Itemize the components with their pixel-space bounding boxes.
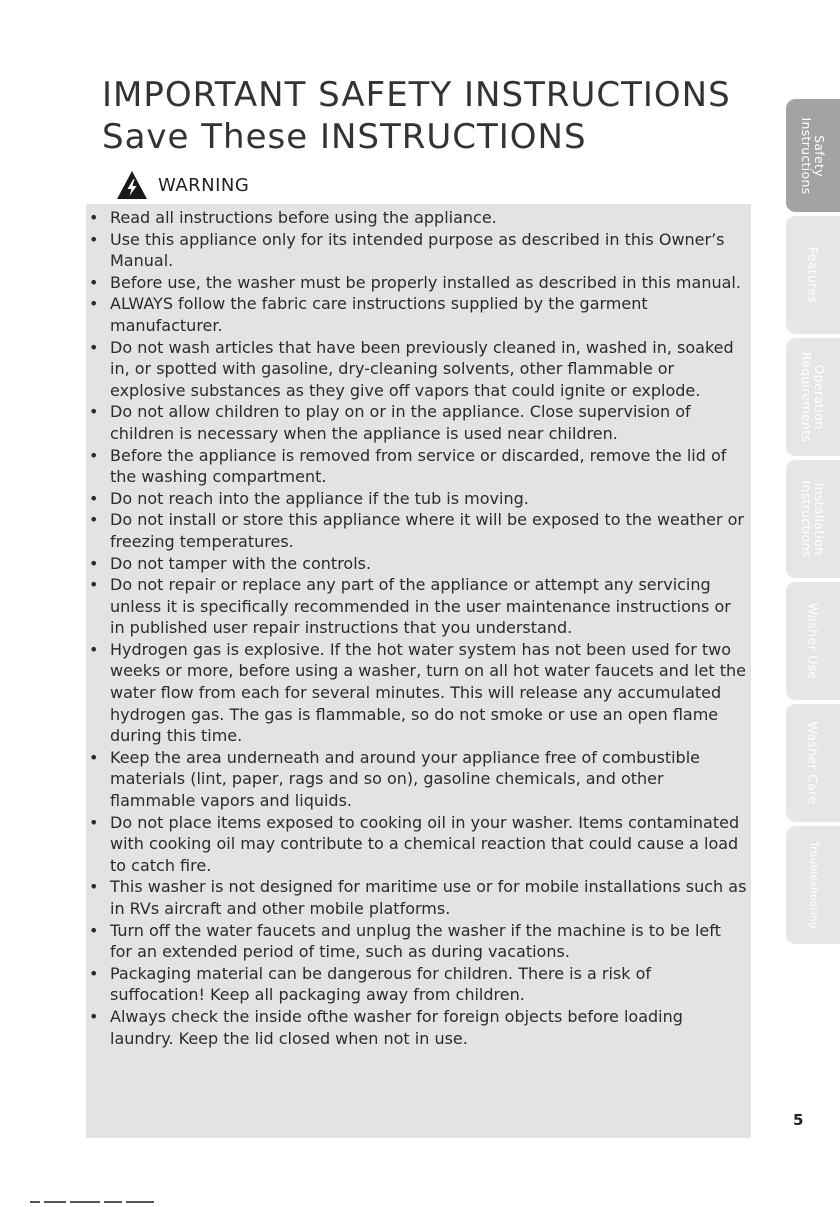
bullet-icon: •: [89, 229, 99, 249]
instruction-text: Packaging material can be dangerous for children. There is a risk of suffocation! Keep all packaging away from children.: [110, 963, 652, 1005]
bullet-icon: •: [89, 920, 99, 940]
tab-label: Washer Use: [805, 602, 821, 680]
instruction-text: Do not tamper with the controls.: [110, 553, 372, 573]
bullet-icon: •: [89, 747, 99, 767]
warning-label: WARNING: [158, 174, 250, 196]
section-tabs: [786, 98, 840, 947]
instruction-text: ALWAYS follow the fabric care instructions supplied by the garment manufacturer.: [110, 294, 648, 335]
instruction-item: [86, 337, 751, 402]
tab-washer-use[interactable]: [786, 581, 840, 701]
instruction-item: [86, 747, 751, 812]
tab-label: Washer Care: [805, 721, 821, 805]
instruction-text: Hydrogen gas is explosive. If the hot water system has not been used for two weeks or more, before using a washer, turn on all hot water faucets and let the water flow from each for several minutes. This will release any accumulated hydrogen gas. The gas is flammable, so do not smoke or use an open flame during this time.: [110, 639, 746, 746]
instruction-item: [86, 639, 751, 747]
tab-washer-care[interactable]: [786, 703, 840, 823]
instruction-item: [86, 488, 751, 510]
instruction-text: Before use, the washer must be properly installed as described in this manual.: [110, 272, 741, 292]
tab-features[interactable]: [786, 215, 840, 335]
bullet-icon: •: [89, 812, 99, 832]
bullet-icon: •: [89, 402, 99, 422]
safety-instructions-panel: [86, 204, 751, 1138]
instruction-item: [86, 1006, 751, 1049]
warning-heading: [116, 170, 249, 200]
bullet-icon: •: [89, 294, 99, 314]
instruction-item: [86, 963, 751, 1006]
tab-operation-requirements[interactable]: [786, 337, 840, 457]
footer-marks: [30, 1188, 170, 1190]
instruction-item: [86, 509, 751, 552]
instruction-text: Do not place items exposed to cooking oil in your washer. Items contaminated with cooking oil may contribute to a chemical reaction that could cause a load to catch fire.: [110, 812, 740, 875]
instruction-text: Do not wash articles that have been previously cleaned in, washed in, soaked in, or spotted with gasoline, dry-cleaning solvents, other flammable or explosive substances as they give off vapors that could ignite or explode.: [110, 337, 734, 400]
title-line-1: IMPORTANT SAFETY INSTRUCTIONS: [102, 75, 731, 115]
bullet-icon: •: [89, 488, 99, 508]
tab-troubleshooting[interactable]: [786, 825, 840, 945]
tab-label: Safety Instructions: [799, 116, 827, 195]
instruction-text: Use this appliance only for its intended purpose as described in this Owner’s Manual.: [110, 229, 725, 271]
instruction-item: [86, 445, 751, 488]
tab-label: Features: [805, 246, 821, 304]
safety-instructions-list: [86, 204, 751, 1049]
bullet-icon: •: [89, 510, 99, 530]
bullet-icon: •: [89, 877, 99, 897]
bullet-icon: •: [89, 575, 99, 595]
instruction-item: [86, 207, 751, 229]
page-title: [102, 74, 731, 158]
instruction-item: [86, 553, 751, 575]
tab-installation-instructions[interactable]: [786, 459, 840, 579]
instruction-item: [86, 272, 751, 294]
bullet-icon: •: [89, 963, 99, 983]
tab-label: Troubleshooting: [807, 841, 820, 929]
instruction-text: Always check the inside ofthe washer for foreign objects before loading laundry. Keep the lid closed when not in use.: [110, 1006, 683, 1048]
bullet-icon: •: [89, 272, 99, 292]
instruction-text: Before the appliance is removed from service or discarded, remove the lid of the washing compartment.: [110, 445, 727, 487]
bullet-icon: •: [89, 208, 99, 227]
instruction-item: [86, 876, 751, 919]
instruction-text: Turn off the water faucets and unplug the washer if the machine is to be left for an extended period of time, such as during vacations.: [110, 920, 721, 962]
instruction-text: Do not reach into the appliance if the tub is moving.: [110, 488, 529, 508]
bullet-icon: •: [89, 337, 99, 357]
instruction-text: Do not allow children to play on or in the appliance. Close supervision of children is necessary when the appliance is used near children.: [110, 402, 691, 443]
title-line-2: Save These INSTRUCTIONS: [102, 117, 587, 157]
tab-label: Operation Requirements: [799, 351, 827, 443]
page-number: 5: [793, 1111, 804, 1129]
bullet-icon: •: [89, 445, 99, 465]
bullet-icon: •: [89, 553, 99, 573]
instruction-text: Read all instructions before using the appliance.: [110, 208, 497, 227]
instruction-text: Do not repair or replace any part of the appliance or attempt any servicing unless it is specifically recommended in the user maintenance instructions or in published user repair instructions that you understand.: [110, 575, 731, 638]
instruction-item: [86, 812, 751, 877]
instruction-item: [86, 293, 751, 336]
bullet-icon: •: [89, 639, 99, 659]
instruction-item: [86, 920, 751, 963]
instruction-text: This washer is not designed for maritime use or for mobile installations such as in RVs aircraft and other mobile platforms.: [110, 877, 747, 918]
instruction-text: Do not install or store this appliance where it will be exposed to the weather or freezing temperatures.: [110, 510, 744, 551]
tab-safety-instructions[interactable]: [786, 98, 840, 213]
electrical-hazard-icon: [116, 170, 148, 200]
bullet-icon: •: [89, 1006, 99, 1026]
instruction-text: Keep the area underneath and around your appliance free of combustible materials (lint, paper, rags and so on), gasoline chemicals, and other flammable vapors and liquids.: [110, 747, 700, 811]
instruction-item: [86, 574, 751, 639]
instruction-item: [86, 401, 751, 444]
tab-label: Installation Instructions: [799, 480, 827, 558]
instruction-item: [86, 229, 751, 272]
